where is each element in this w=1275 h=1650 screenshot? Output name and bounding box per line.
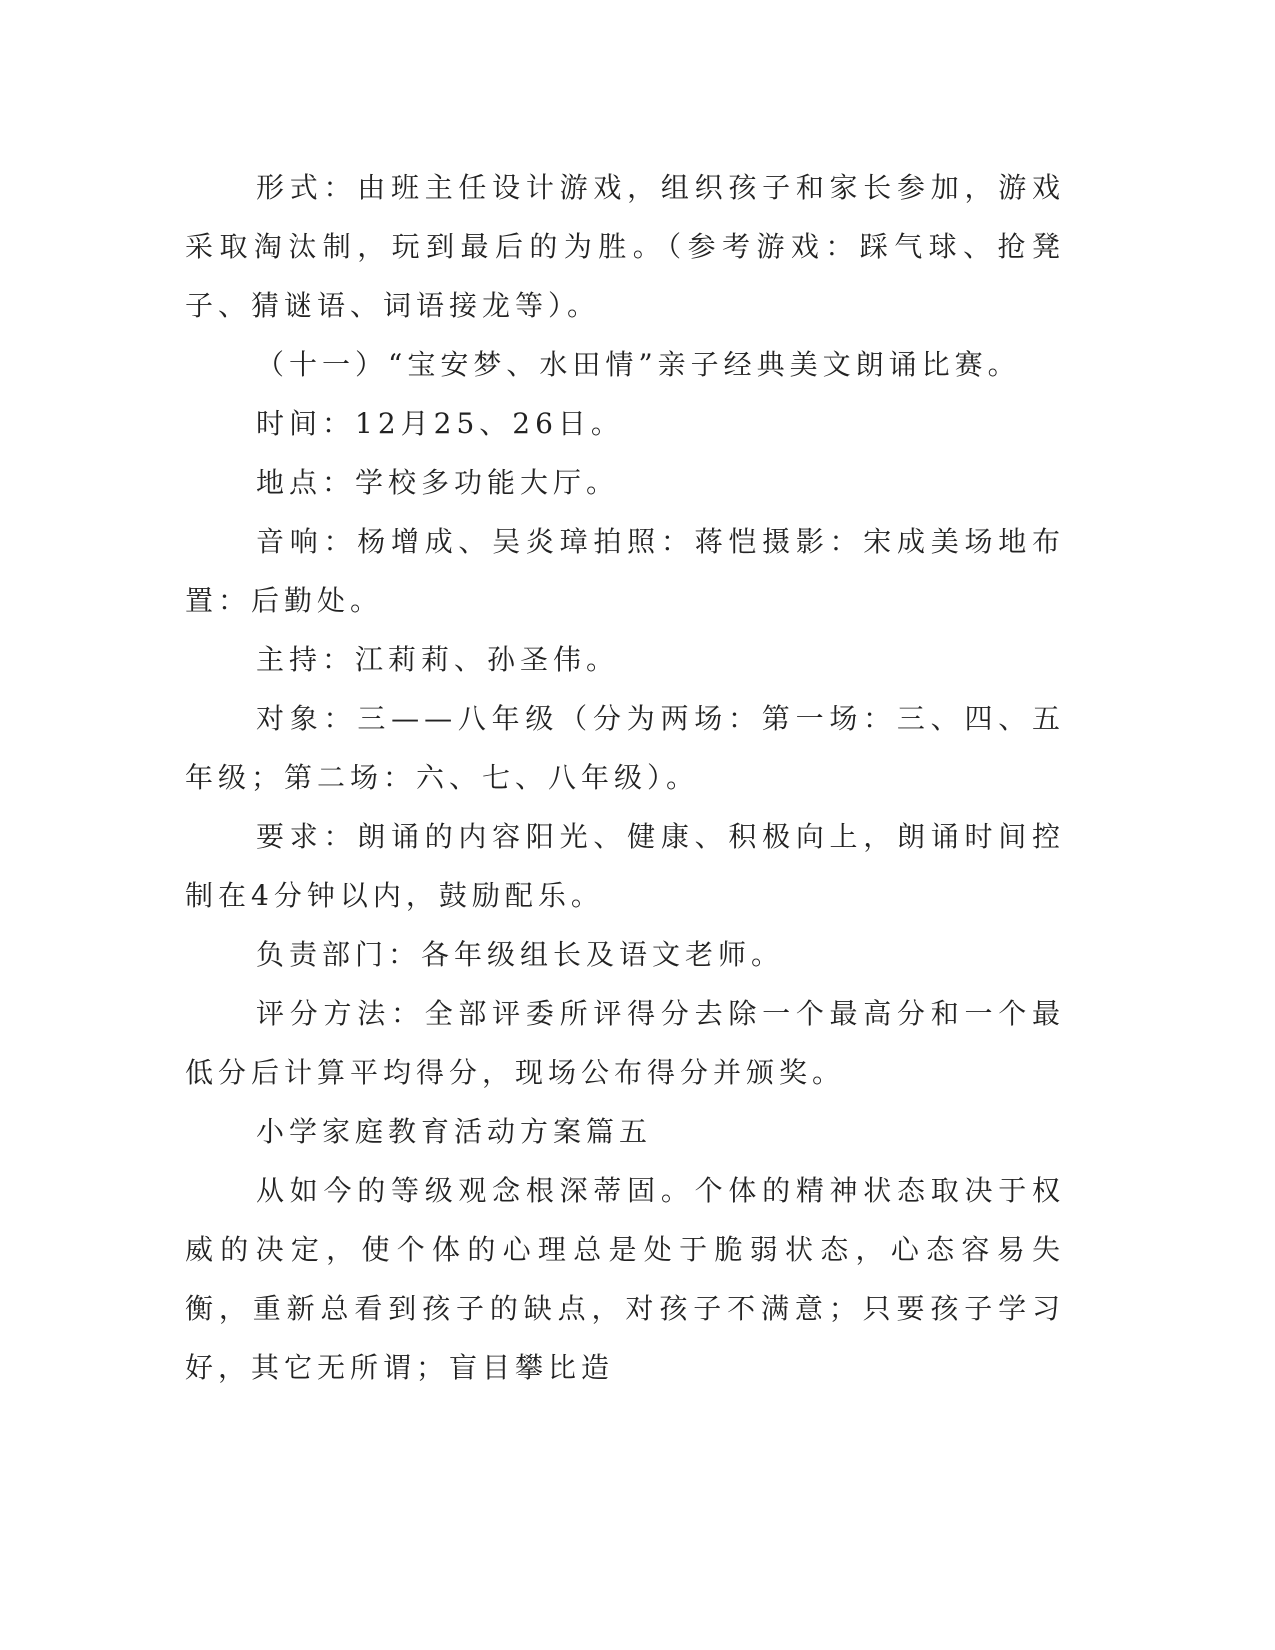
section-heading: 小学家庭教育活动方案篇五 [256,1115,653,1148]
paragraph-section-eleven-title: （十一）“宝安梦、水田情”亲子经典美文朗诵比赛。 [256,348,1021,381]
paragraph-time: 时间：12月25、26日。 [256,407,624,440]
paragraph-format: 形式：由班主任设计游戏，组织孩子和家长参加，游戏采取淘汰制，玩到最后的为胜。（参考游戏：踩气球、抢凳子、猜谜语、词语接龙等）。 [185,171,1065,322]
document-body [185,158,1065,1397]
paragraph-intro: 从如今的等级观念根深蒂固。个体的精神状态取决于权威的决定，使个体的心理总是处于脆弱状态，心态容易失衡，重新总看到孩子的缺点，对孩子不满意；只要孩子学习好，其它无所谓；盲目攀比造 [185,1174,1065,1384]
paragraph-participants: 对象：三——八年级（分为两场：第一场：三、四、五年级；第二场：六、七、八年级）。 [185,702,1065,794]
paragraph-requirements: 要求：朗诵的内容阳光、健康、积极向上，朗诵时间控制在4分钟以内，鼓励配乐。 [185,820,1065,912]
paragraph-staff: 音响：杨增成、吴炎璋拍照：蒋恺摄影：宋成美场地布置：后勤处。 [185,525,1065,617]
paragraph-scoring: 评分方法：全部评委所评得分去除一个最高分和一个最低分后计算平均得分，现场公布得分并颁奖。 [185,997,1065,1089]
paragraph-location: 地点：学校多功能大厅。 [256,466,620,499]
paragraph-department: 负责部门：各年级组长及语文老师。 [256,938,785,971]
paragraph-hosts: 主持：江莉莉、孙圣伟。 [256,643,620,676]
